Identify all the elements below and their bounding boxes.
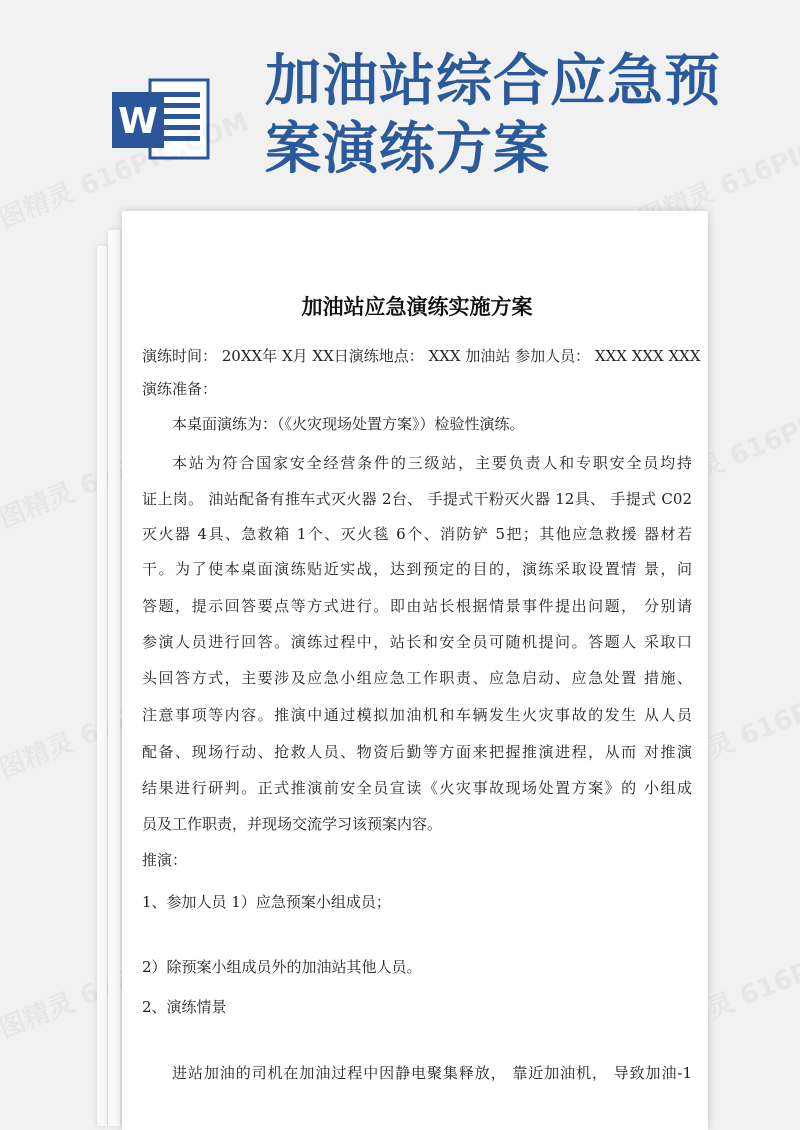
- page-stack-edge: [108, 230, 120, 1126]
- paragraph-line: 参演人员进行回答。演练过程中，站长和安全员可随机提问。答题人 采取口: [142, 633, 692, 651]
- list-item: 2）除预案小组成员外的加油站其他人员。: [142, 958, 422, 976]
- paragraph-line: 头回答方式，主要涉及应急小组应急工作职责、应急启动、应急处置 措施、: [142, 669, 692, 687]
- paragraph-line: 答题，提示回答要点等方式进行。即由站长根据情景事件提出问题， 分别请: [142, 597, 692, 615]
- document-page[interactable]: [122, 211, 708, 1130]
- paragraph-line: 干。为了使本桌面演练贴近实战，达到预定的目的，演练采取设置情 景，问: [142, 560, 692, 578]
- paragraph-line: 证上岗。 油站配备有推车式灭火器 2台、 手提式干粉灭火器 12具、 手提式 C02: [142, 490, 692, 508]
- word-icon-letter: W: [118, 101, 158, 142]
- list-item: 1、参加人员 1）应急预案小组成员；: [142, 893, 391, 911]
- paragraph-line: 配备、现场行动、抢救人员、物资后勤等方面来把握推演进程，从而 对推演: [142, 743, 692, 761]
- drill-info-line: 演练时间： 20XX年 X月 XX日演练地点： XXX 加油站 参加人员： XXX XXX XXX: [142, 347, 701, 365]
- paragraph-line: 本站为符合国家安全经营条件的三级站，主要负责人和专职安全员均持: [172, 454, 692, 472]
- paragraph-line: 结果进行研判。正式推演前安全员宣读《火灾事故现场处置方案》的 小组成: [142, 779, 692, 797]
- paragraph-line: 本桌面演练为：（《火灾现场处置方案》）检验性演练。: [172, 415, 525, 433]
- paragraph-line: 进站加油的司机在加油过程中因静电聚集释放， 靠近加油机， 导致加油-1: [172, 1064, 692, 1082]
- title-line-2: 案演练方案: [265, 117, 550, 182]
- section-heading: 2、演练情景: [142, 998, 227, 1016]
- paragraph-line: 员及工作职责，并现场交流学习该预案内容。: [142, 815, 443, 833]
- section-heading: 推演：: [142, 851, 188, 869]
- page-stack-edge: [97, 246, 107, 1126]
- paragraph-line: 注意事项等内容。推演中通过模拟加油机和车辆发生火灾事故的发生 从人员: [142, 706, 692, 724]
- document-title: [265, 48, 785, 184]
- page-title: 加油站应急演练实施方案: [301, 295, 533, 319]
- paragraph-line: 灭火器 4具、急救箱 1个、灭火毯 6个、消防铲 5把；其他应急救援 器材若: [142, 525, 692, 543]
- title-line-1: 加油站综合应急预: [265, 49, 721, 114]
- drill-prep-heading: 演练准备：: [142, 380, 218, 398]
